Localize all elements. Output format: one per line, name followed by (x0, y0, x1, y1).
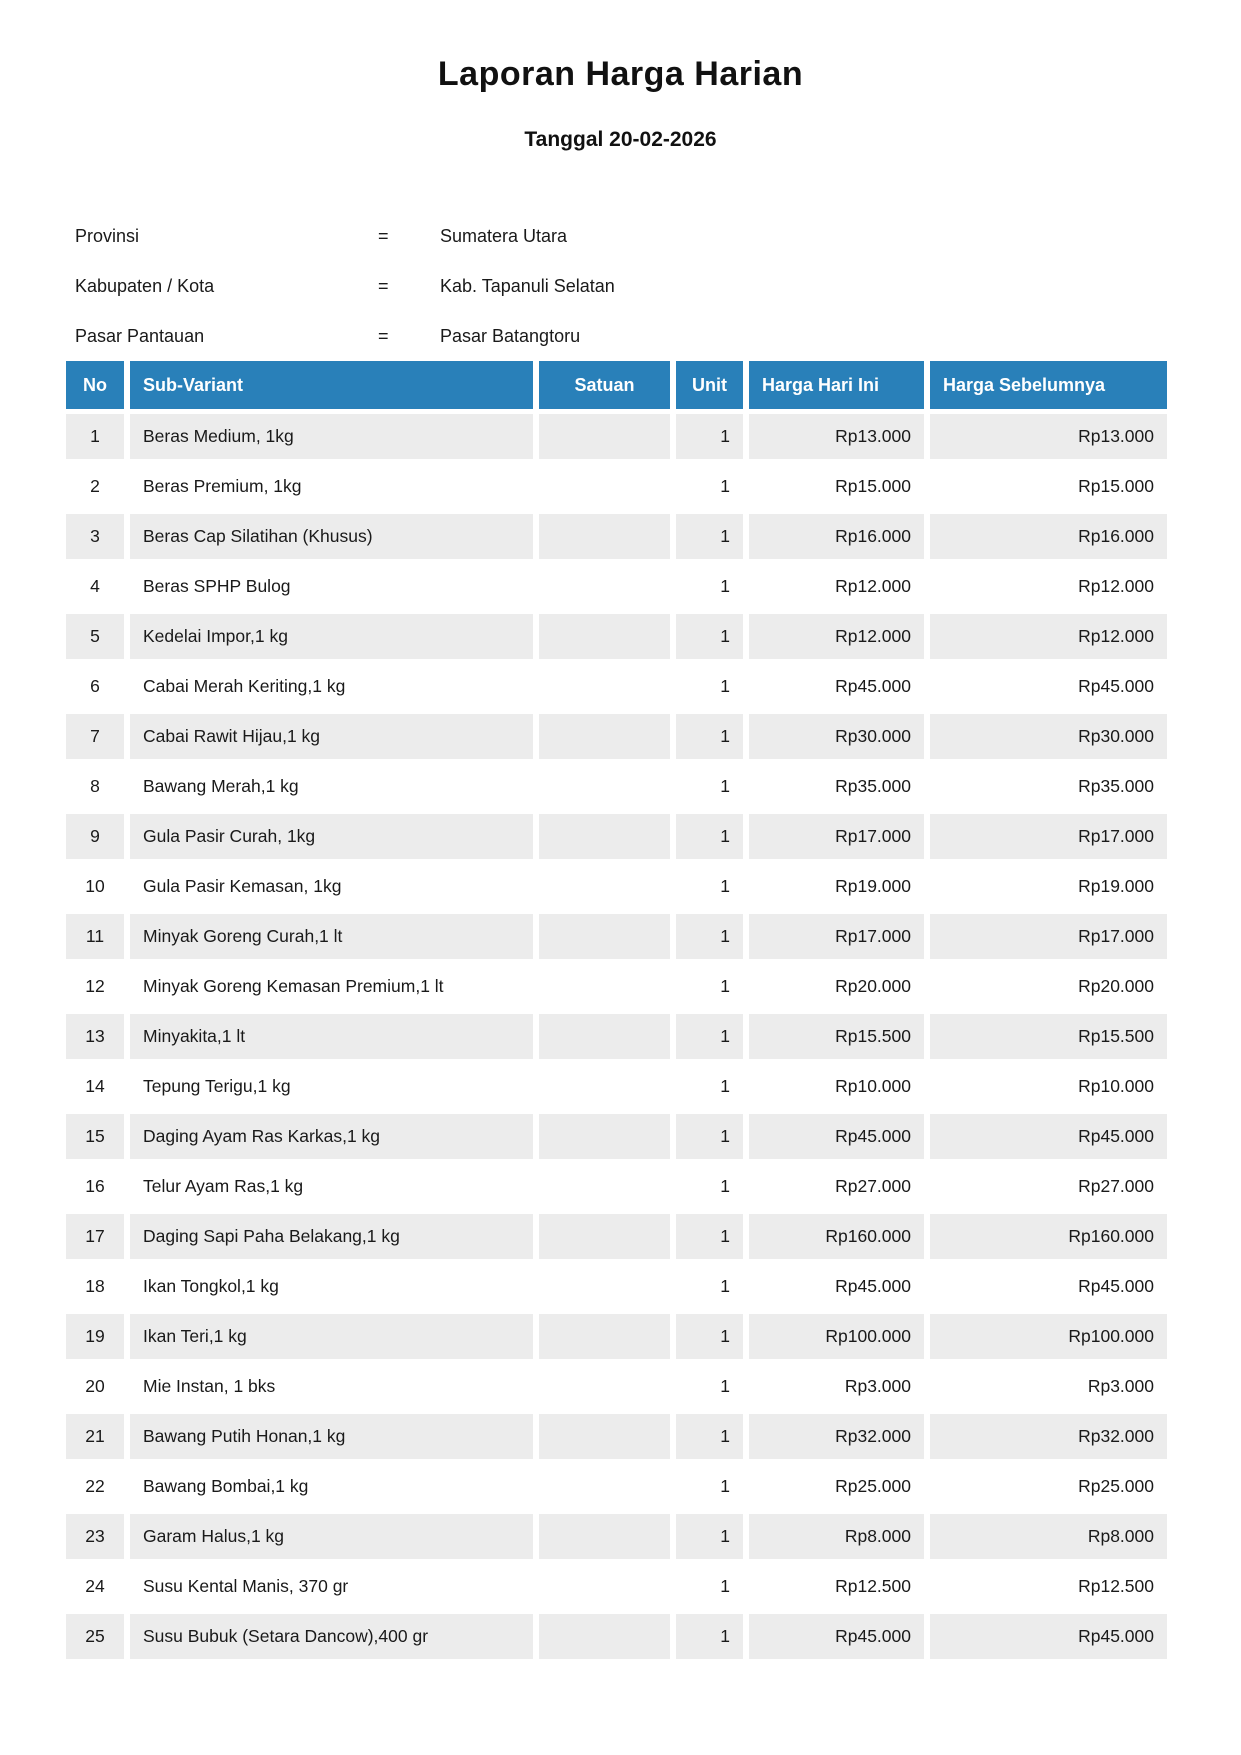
cell-harga-hari-ini: Rp16.000 (749, 514, 924, 559)
cell-unit: 1 (676, 1114, 743, 1159)
cell-unit: 1 (676, 1414, 743, 1459)
table-row (66, 964, 1167, 1009)
info-row-provinsi (75, 211, 1175, 261)
table-row (66, 1464, 1167, 1509)
column-header-unit: Unit (676, 361, 743, 409)
cell-harga-hari-ini: Rp25.000 (749, 1464, 924, 1509)
cell-unit: 1 (676, 764, 743, 809)
cell-unit: 1 (676, 914, 743, 959)
cell-harga-hari-ini: Rp35.000 (749, 764, 924, 809)
cell-satuan (539, 764, 670, 809)
cell-sub-variant: Beras Premium, 1kg (130, 464, 533, 509)
cell-no: 18 (66, 1264, 124, 1309)
cell-satuan (539, 1414, 670, 1459)
cell-no: 19 (66, 1314, 124, 1359)
provinsi-value: Sumatera Utara (440, 225, 568, 246)
cell-harga-sebelumnya: Rp17.000 (930, 814, 1167, 859)
cell-harga-hari-ini: Rp20.000 (749, 964, 924, 1009)
cell-no: 11 (66, 914, 124, 959)
cell-satuan (539, 664, 670, 709)
cell-satuan (539, 1264, 670, 1309)
cell-harga-sebelumnya: Rp13.000 (930, 414, 1167, 459)
cell-no: 17 (66, 1214, 124, 1259)
cell-harga-sebelumnya: Rp27.000 (930, 1164, 1167, 1209)
cell-harga-sebelumnya: Rp45.000 (930, 1264, 1167, 1309)
table-body (66, 414, 1167, 1659)
cell-unit: 1 (676, 464, 743, 509)
cell-harga-hari-ini: Rp27.000 (749, 1164, 924, 1209)
cell-harga-sebelumnya: Rp45.000 (930, 664, 1167, 709)
cell-harga-sebelumnya: Rp160.000 (930, 1214, 1167, 1259)
column-header-satuan: Satuan (539, 361, 670, 409)
cell-harga-hari-ini: Rp8.000 (749, 1514, 924, 1559)
table-header-row (66, 361, 1167, 409)
table-row (66, 414, 1167, 459)
cell-unit: 1 (676, 614, 743, 659)
cell-sub-variant: Tepung Terigu,1 kg (130, 1064, 533, 1109)
cell-satuan (539, 1164, 670, 1209)
cell-harga-hari-ini: Rp15.000 (749, 464, 924, 509)
table-row (66, 764, 1167, 809)
cell-no: 2 (66, 464, 124, 509)
provinsi-label: Provinsi (75, 225, 140, 246)
cell-harga-sebelumnya: Rp30.000 (930, 714, 1167, 759)
table-row (66, 914, 1167, 959)
equals-sign: = (378, 275, 389, 296)
cell-harga-sebelumnya: Rp8.000 (930, 1514, 1167, 1559)
cell-sub-variant: Cabai Rawit Hijau,1 kg (130, 714, 533, 759)
cell-satuan (539, 914, 670, 959)
cell-satuan (539, 464, 670, 509)
cell-satuan (539, 814, 670, 859)
column-header-no: No (66, 361, 124, 409)
cell-satuan (539, 1314, 670, 1359)
cell-sub-variant: Gula Pasir Kemasan, 1kg (130, 864, 533, 909)
table-row (66, 564, 1167, 609)
cell-sub-variant: Minyak Goreng Kemasan Premium,1 lt (130, 964, 533, 1009)
table-row (66, 1314, 1167, 1359)
cell-no: 5 (66, 614, 124, 659)
cell-sub-variant: Ikan Teri,1 kg (130, 1314, 533, 1359)
cell-unit: 1 (676, 1264, 743, 1309)
cell-no: 24 (66, 1564, 124, 1609)
cell-satuan (539, 1114, 670, 1159)
cell-no: 16 (66, 1164, 124, 1209)
cell-unit: 1 (676, 1514, 743, 1559)
table-row (66, 814, 1167, 859)
table-row (66, 714, 1167, 759)
cell-harga-sebelumnya: Rp10.000 (930, 1064, 1167, 1109)
cell-harga-sebelumnya: Rp25.000 (930, 1464, 1167, 1509)
cell-sub-variant: Cabai Merah Keriting,1 kg (130, 664, 533, 709)
kabupaten-value: Kab. Tapanuli Selatan (440, 275, 615, 296)
cell-no: 4 (66, 564, 124, 609)
cell-unit: 1 (676, 664, 743, 709)
cell-harga-sebelumnya: Rp19.000 (930, 864, 1167, 909)
cell-no: 14 (66, 1064, 124, 1109)
equals-sign: = (378, 225, 389, 246)
cell-harga-hari-ini: Rp17.000 (749, 914, 924, 959)
cell-unit: 1 (676, 1014, 743, 1059)
cell-harga-sebelumnya: Rp20.000 (930, 964, 1167, 1009)
table-row (66, 1264, 1167, 1309)
cell-no: 20 (66, 1364, 124, 1409)
cell-harga-sebelumnya: Rp3.000 (930, 1364, 1167, 1409)
cell-harga-sebelumnya: Rp45.000 (930, 1114, 1167, 1159)
column-header-harga-hari-ini: Harga Hari Ini (749, 361, 924, 409)
cell-harga-hari-ini: Rp13.000 (749, 414, 924, 459)
cell-unit: 1 (676, 1314, 743, 1359)
cell-harga-sebelumnya: Rp12.500 (930, 1564, 1167, 1609)
price-table (60, 356, 1173, 1664)
cell-harga-hari-ini: Rp12.000 (749, 614, 924, 659)
cell-satuan (539, 1014, 670, 1059)
cell-harga-sebelumnya: Rp12.000 (930, 614, 1167, 659)
cell-sub-variant: Bawang Bombai,1 kg (130, 1464, 533, 1509)
cell-sub-variant: Bawang Putih Honan,1 kg (130, 1414, 533, 1459)
cell-satuan (539, 1064, 670, 1109)
cell-sub-variant: Daging Ayam Ras Karkas,1 kg (130, 1114, 533, 1159)
cell-sub-variant: Mie Instan, 1 bks (130, 1364, 533, 1409)
cell-harga-hari-ini: Rp160.000 (749, 1214, 924, 1259)
pasar-value: Pasar Batangtoru (440, 325, 581, 346)
cell-sub-variant: Garam Halus,1 kg (130, 1514, 533, 1559)
cell-sub-variant: Beras Medium, 1kg (130, 414, 533, 459)
cell-unit: 1 (676, 714, 743, 759)
cell-satuan (539, 1464, 670, 1509)
pasar-label: Pasar Pantauan (75, 325, 205, 346)
cell-satuan (539, 1564, 670, 1609)
table-row (66, 1514, 1167, 1559)
cell-unit: 1 (676, 1464, 743, 1509)
cell-satuan (539, 414, 670, 459)
cell-harga-sebelumnya: Rp16.000 (930, 514, 1167, 559)
cell-harga-hari-ini: Rp12.500 (749, 1564, 924, 1609)
cell-no: 3 (66, 514, 124, 559)
cell-sub-variant: Bawang Merah,1 kg (130, 764, 533, 809)
table-row (66, 1064, 1167, 1109)
cell-unit: 1 (676, 1164, 743, 1209)
cell-harga-hari-ini: Rp12.000 (749, 564, 924, 609)
table-row (66, 1364, 1167, 1409)
cell-satuan (539, 1364, 670, 1409)
cell-satuan (539, 1614, 670, 1659)
cell-satuan (539, 1514, 670, 1559)
cell-harga-hari-ini: Rp32.000 (749, 1414, 924, 1459)
column-header-harga-sebelumnya: Harga Sebelumnya (930, 361, 1167, 409)
table-row (66, 1564, 1167, 1609)
cell-sub-variant: Gula Pasir Curah, 1kg (130, 814, 533, 859)
cell-sub-variant: Susu Kental Manis, 370 gr (130, 1564, 533, 1609)
cell-satuan (539, 514, 670, 559)
cell-sub-variant: Minyakita,1 lt (130, 1014, 533, 1059)
table-row (66, 1414, 1167, 1459)
cell-sub-variant: Ikan Tongkol,1 kg (130, 1264, 533, 1309)
cell-sub-variant: Beras Cap Silatihan (Khusus) (130, 514, 533, 559)
cell-unit: 1 (676, 1364, 743, 1409)
cell-no: 7 (66, 714, 124, 759)
cell-harga-sebelumnya: Rp15.500 (930, 1014, 1167, 1059)
table-row (66, 464, 1167, 509)
cell-harga-sebelumnya: Rp100.000 (930, 1314, 1167, 1359)
cell-no: 12 (66, 964, 124, 1009)
cell-unit: 1 (676, 514, 743, 559)
cell-no: 21 (66, 1414, 124, 1459)
cell-unit: 1 (676, 564, 743, 609)
table-row (66, 664, 1167, 709)
cell-satuan (539, 864, 670, 909)
page-title: Laporan Harga Harian (437, 55, 804, 93)
cell-no: 25 (66, 1614, 124, 1659)
info-row-kabupaten (75, 261, 1175, 311)
equals-sign: = (378, 325, 389, 346)
report-date: Tanggal 20-02-2026 (524, 128, 717, 151)
cell-harga-sebelumnya: Rp32.000 (930, 1414, 1167, 1459)
info-row-pasar (75, 311, 1175, 361)
table-row (66, 614, 1167, 659)
cell-unit: 1 (676, 964, 743, 1009)
cell-no: 10 (66, 864, 124, 909)
cell-unit: 1 (676, 414, 743, 459)
cell-sub-variant: Beras SPHP Bulog (130, 564, 533, 609)
cell-no: 6 (66, 664, 124, 709)
kabupaten-label: Kabupaten / Kota (75, 275, 215, 296)
cell-harga-sebelumnya: Rp35.000 (930, 764, 1167, 809)
cell-harga-hari-ini: Rp45.000 (749, 1114, 924, 1159)
cell-satuan (539, 614, 670, 659)
table-row (66, 1214, 1167, 1259)
cell-no: 15 (66, 1114, 124, 1159)
cell-harga-hari-ini: Rp100.000 (749, 1314, 924, 1359)
cell-harga-hari-ini: Rp10.000 (749, 1064, 924, 1109)
cell-unit: 1 (676, 1614, 743, 1659)
cell-harga-sebelumnya: Rp45.000 (930, 1614, 1167, 1659)
cell-harga-hari-ini: Rp17.000 (749, 814, 924, 859)
cell-unit: 1 (676, 814, 743, 859)
table-row (66, 514, 1167, 559)
cell-sub-variant: Susu Bubuk (Setara Dancow),400 gr (130, 1614, 533, 1659)
table-row (66, 864, 1167, 909)
table-row (66, 1114, 1167, 1159)
cell-no: 1 (66, 414, 124, 459)
cell-no: 13 (66, 1014, 124, 1059)
cell-satuan (539, 714, 670, 759)
cell-sub-variant: Kedelai Impor,1 kg (130, 614, 533, 659)
cell-unit: 1 (676, 1564, 743, 1609)
cell-no: 22 (66, 1464, 124, 1509)
cell-sub-variant: Telur Ayam Ras,1 kg (130, 1164, 533, 1209)
cell-sub-variant: Daging Sapi Paha Belakang,1 kg (130, 1214, 533, 1259)
column-header-sub-variant: Sub-Variant (130, 361, 533, 409)
cell-harga-hari-ini: Rp45.000 (749, 1614, 924, 1659)
cell-unit: 1 (676, 864, 743, 909)
cell-harga-sebelumnya: Rp15.000 (930, 464, 1167, 509)
cell-harga-sebelumnya: Rp12.000 (930, 564, 1167, 609)
cell-harga-hari-ini: Rp15.500 (749, 1014, 924, 1059)
cell-harga-sebelumnya: Rp17.000 (930, 914, 1167, 959)
cell-satuan (539, 964, 670, 1009)
cell-satuan (539, 1214, 670, 1259)
cell-satuan (539, 564, 670, 609)
cell-no: 23 (66, 1514, 124, 1559)
cell-unit: 1 (676, 1214, 743, 1259)
report-info (75, 211, 1175, 361)
cell-harga-hari-ini: Rp45.000 (749, 1264, 924, 1309)
table-row (66, 1164, 1167, 1209)
cell-harga-hari-ini: Rp30.000 (749, 714, 924, 759)
table-header (66, 361, 1167, 409)
cell-harga-hari-ini: Rp19.000 (749, 864, 924, 909)
table-row (66, 1014, 1167, 1059)
cell-no: 9 (66, 814, 124, 859)
cell-unit: 1 (676, 1064, 743, 1109)
cell-harga-hari-ini: Rp45.000 (749, 664, 924, 709)
table-row (66, 1614, 1167, 1659)
cell-sub-variant: Minyak Goreng Curah,1 lt (130, 914, 533, 959)
cell-harga-hari-ini: Rp3.000 (749, 1364, 924, 1409)
cell-no: 8 (66, 764, 124, 809)
